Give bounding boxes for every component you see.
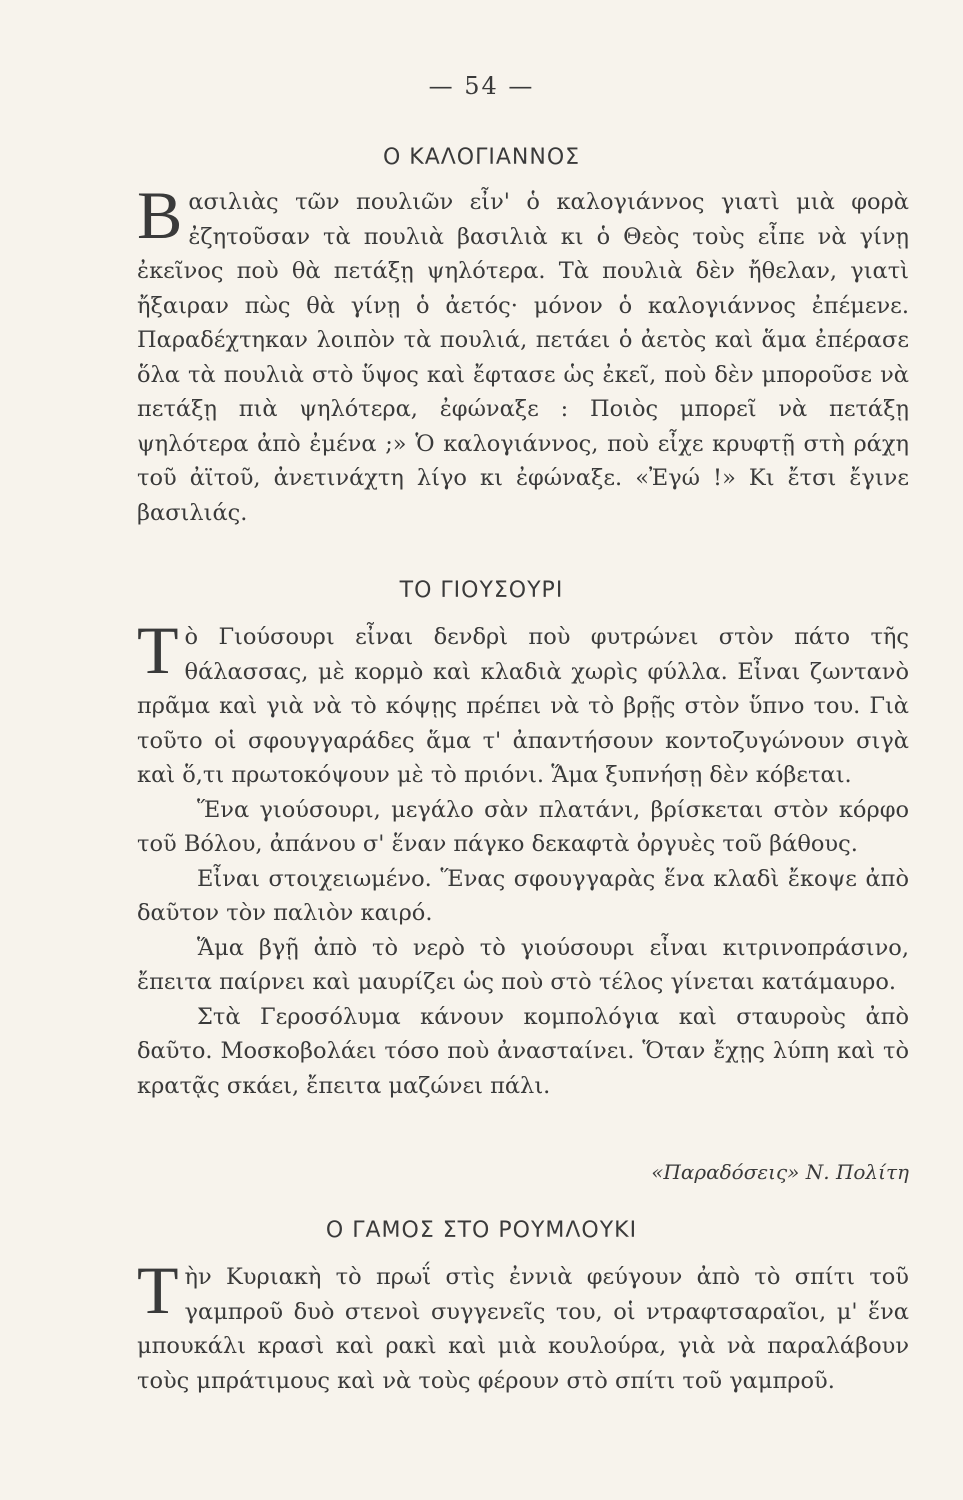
paragraph-text: ὴν Κυριακὴ τὸ πρωΐ στὶς ἐννιὰ φεύγουν ἀπὸ τὸ σπίτι τοῦ γαμπροῦ δυὸ στενοὶ συγγενεῖς του, οἱ ντραφτσαραῖοι, μ' ἕνα μπουκάλι κρασὶ καὶ ρακὶ καὶ μιὰ κουλούρα, γιὰ νὰ παραλάβουν τοὺς μπράτιμους καὶ νὰ τοὺς φέρουν στὸ σπίτι τοῦ γαμπροῦ. [137, 1264, 909, 1394]
paragraph [137, 612, 909, 793]
source-citation: «Παραδόσεις» Ν. Πολίτη [651, 1160, 909, 1184]
paragraph: Ἕνα γιούσουρι, μεγάλο σὰν πλατάνι, βρίσκεται στὸν κόρφο τοῦ Βόλου, ἀπάνου σ' ἕναν πάγκο δεκαφτὰ ὀργυὲς τοῦ βάθους. [137, 796, 909, 857]
section-body-giousouri [137, 612, 909, 1103]
paragraph: Εἶναι στοιχειωμένο. Ἕνας σφουγγαρὰς ἕνα κλαδὶ ἔκοψε ἀπὸ δαῦτον τὸν παλιὸν καιρό. [137, 865, 909, 926]
drop-cap: Β [137, 177, 183, 253]
paragraph: Ἅμα βγῇ ἀπὸ τὸ νερὸ τὸ γιούσουρι εἶναι κιτρινοπράσινο, ἔπειτα παίρνει καὶ μαυρίζει ὡς ποὺ στὸ τέλος γίνεται κατάμαυρο. [137, 934, 909, 995]
paragraph: Στὰ Γεροσόλυμα κάνουν κομπολόγια καὶ σταυροὺς ἀπὸ δαῦτο. Μοσκοβολάει τόσο ποὺ ἀνασταίνει. Ὅταν ἔχῃς λύπη καὶ τὸ κρατᾷς σκάει, ἔπειτα μαζώνει πάλι. [137, 1003, 909, 1099]
paragraph [137, 177, 909, 530]
section-title-gamos: Ο ΓΑΜΟΣ ΣΤΟ ΡΟΥΜΛΟΥΚΙ [325, 1218, 638, 1243]
drop-cap: Τ [137, 612, 179, 688]
section-title-kalogiannos: Ο ΚΑΛΟΓΙΑΝΝΟΣ [382, 145, 581, 170]
drop-cap: Τ [137, 1252, 179, 1328]
paragraph-text: ὸ Γιούσουρι εἶναι δενδρὶ ποὺ φυτρώνει στὸν πάτο τῆς θάλασσας, μὲ κορμὸ καὶ κλαδιὰ χωρὶς φύλλα. Εἶναι ζωντανὸ πρᾶμα καὶ γιὰ νὰ τὸ κόψῃς πρέπει νὰ τὸ βρῇς στὸν ὕπνο του. Γιὰ τοῦτο οἱ σφουγγαράδες ἅμα τ' ἀπαντήσουν κοντοζυγώνουν σιγὰ καὶ ὅ,τι πρωτοκόψουν μὲ τὸ πριόνι. Ἅμα ξυπνήσῃ δὲν κόβεται. [137, 624, 909, 788]
section-title-giousouri: ΤΟ ΓΙΟΥΣΟΥΡΙ [399, 578, 564, 603]
paragraph [137, 1252, 909, 1398]
page-number: — 54 — [428, 72, 535, 100]
section-body-gamos [137, 1252, 909, 1398]
section-body-kalogiannos [137, 177, 909, 530]
paragraph-text: ασιλιὰς τῶν πουλιῶν εἶν' ὁ καλογιάννος γιατὶ μιὰ φορὰ ἐζητοῦσαν τὰ πουλιὰ βασιλιὰ κι ὁ Θεὸς τοὺς εἶπε νὰ γίνῃ ἐκεῖνος ποὺ θὰ πετάξῃ ψηλότερα. Τὰ πουλιὰ δὲν ἤθελαν, γιατὶ ἤξαιραν πὼς θὰ γίνῃ ὁ ἀετός· μόνον ὁ καλογιάννος ἐπέμενε. Παραδέχτηκαν λοιπὸν τὰ πουλιά, πετάει ὁ ἀετὸς καὶ ἅμα ἐπέρασε ὅλα τὰ πουλιὰ στὸ ὕψος καὶ ἔφτασε ὡς ἐκεῖ, ποὺ δὲν μποροῦσε νὰ πετάξῃ πιὰ ψηλότερα, ἐφώναξε : Ποιὸς μπορεῖ νὰ πετάξῃ ψηλότερα ἀπὸ ἐμένα ;» Ὁ καλογιάννος, ποὺ εἶχε κρυφτῇ στὴ ράχη τοῦ ἀϊτοῦ, ἀνετινάχτη λίγο κι ἐφώναξε. «Ἐγώ !» Κι ἔτσι ἔγινε βασιλιάς. [137, 189, 909, 526]
